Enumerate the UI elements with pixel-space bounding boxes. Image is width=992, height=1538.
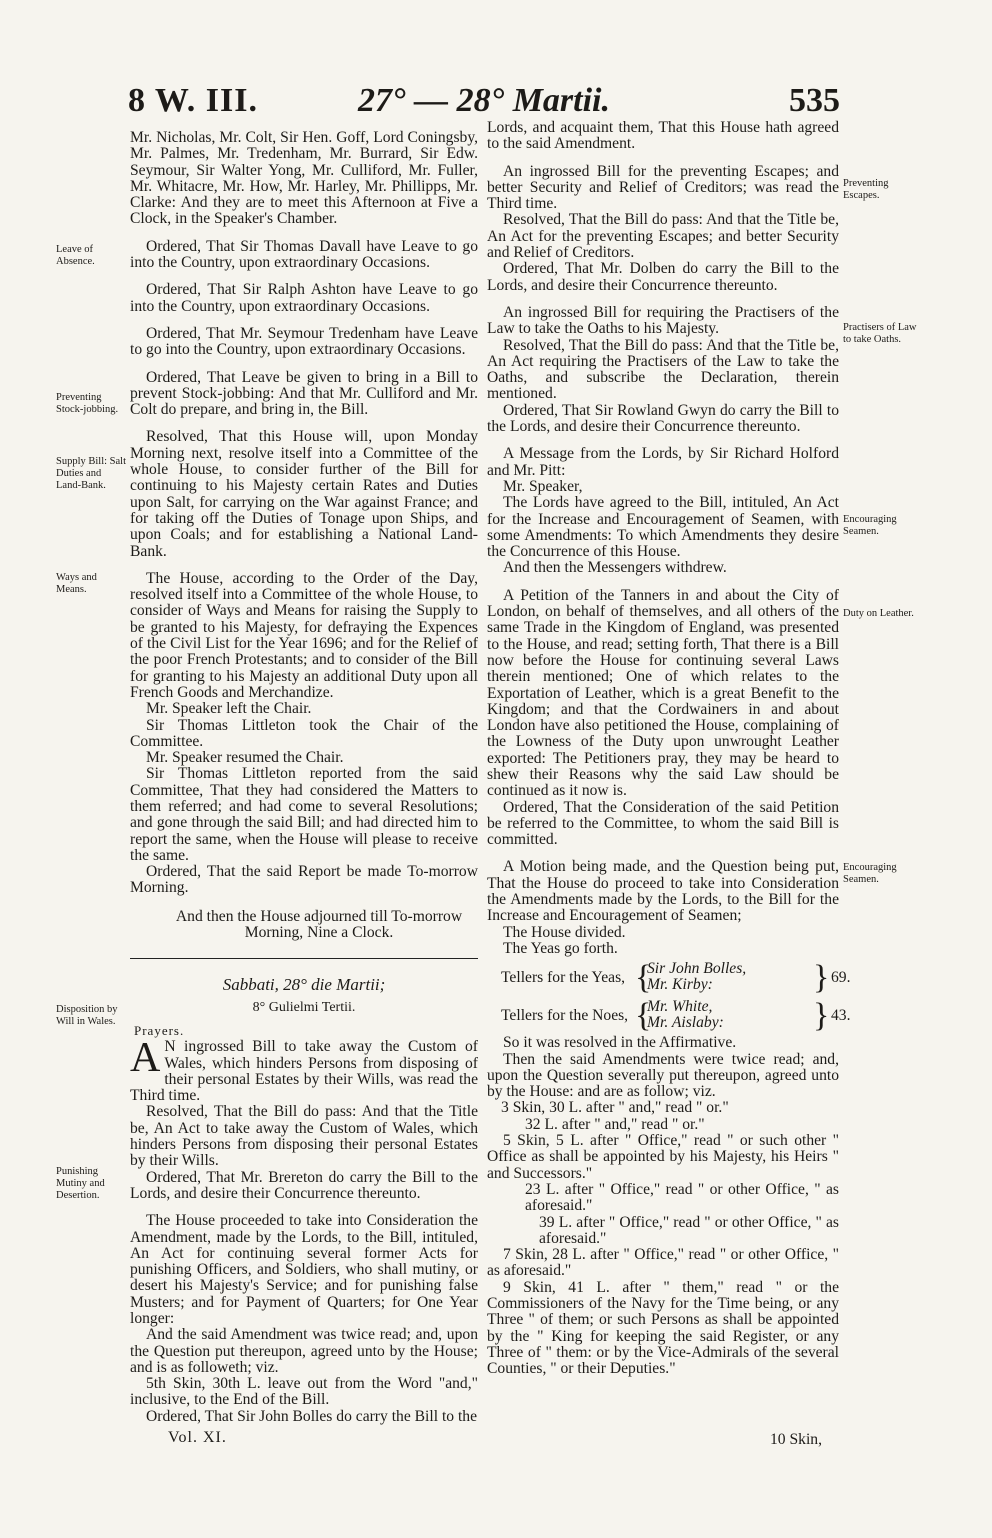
page-number: 535 — [789, 82, 840, 119]
vote-count: 43. — [831, 1007, 851, 1025]
paragraph: An ingrossed Bill for the preventing Escapes; and better Security and Relief of Creditors; was read the Third time. — [487, 162, 839, 213]
paragraph: Ordered, That Leave be given to bring in a Bill to prevent Stock-jobbing: And that Mr. Culliford and Mr. Colt do prepare, and bring in, the Bill. — [130, 368, 478, 419]
amendment: 32 L. after " and," read " or." — [525, 1115, 705, 1133]
committee-members: Mr. Nicholas, Mr. Colt, Sir Hen. Goff, Lord Coningsby, Mr. Palmes, Mr. Tredenham, Mr. Burrard, Sir Edw. Seymour, Sir Walter Yong, Mr. Culliford, Mr. Fuller, Mr. Whitacre, Mr. How, Mr. Harley, Mr. Phillipps, Mr. Clarke: And they are to meet this Afternoon at Five a Clock, in the Speaker's Chamber. — [130, 129, 478, 228]
paragraph: And the said Amendment was twice read; and, upon the Question put thereupon, agreed unto by the House; and is as followeth; viz. — [130, 1326, 478, 1376]
paragraph: The House proceeded to take into Consideration the Amendment, made by the Lords, to the Bill, intituled, An Act for continuing several former Acts for punishing Officers, and Soldiers, who shall mutiny, or desert his Majesty's Service; and for punishing false Musters; and for Payment of Quarters; for One Year longer: — [130, 1212, 478, 1327]
brace-close: } — [813, 959, 830, 997]
paragraph: Sir Thomas Littleton took the Chair of the Committee. — [130, 716, 478, 750]
catchword: 10 Skin, — [770, 1431, 822, 1448]
teller-name: Sir John Bolles, — [647, 960, 747, 978]
paragraph: A Motion being made, and the Question being put, That the House do proceed to take into Consideration the Amendments made by the Lords, to the Bill for the Increase and Encouragement of Seamen; — [487, 858, 839, 925]
vote-count: 69. — [831, 969, 851, 987]
paragraph: Mr. Speaker left the Chair. — [146, 700, 312, 718]
sitting-date: Sabbati, 28° die Martii; — [222, 975, 386, 995]
tellers-noes — [501, 997, 851, 1035]
paragraph: An ingrossed Bill for requiring the Practisers of the Law to take the Oaths to his Majesty. — [487, 303, 839, 338]
paragraph: Then the said Amendments were twice read; and, upon the Question severally put thereupon, agreed unto by the House: and are as follow; viz. — [487, 1050, 839, 1101]
amendment: 5 Skin, 5 L. after " Office," read " or such other " Office as shall be appointed by his Majesty, his Heirs " and Successors." — [487, 1132, 839, 1182]
paragraph: The Yeas go forth. — [503, 939, 618, 957]
paragraph: Sir Thomas Littleton reported from the said Committee, That they had considered the Matters to them referred; and had come to several Resolutions; and gone through the said Bill; and had directed him to report the same, when the House will please to receive the same. — [130, 765, 478, 864]
margin-note: Encouraging Seamen. — [843, 514, 897, 537]
paragraph: Mr. Speaker, — [503, 477, 583, 495]
header-regnal-year: 8 W. III. — [128, 82, 258, 119]
adjournment: And then the House adjourned till To-morrow Morning, Nine a Clock. — [175, 907, 463, 942]
margin-note: Punishing Mutiny and Desertion. — [56, 1166, 105, 1201]
brace-open: { — [635, 997, 652, 1035]
brace-close: } — [813, 997, 830, 1035]
teller-name: Mr. Aislaby: — [647, 1014, 724, 1032]
margin-note: Disposition by Will in Wales. — [56, 1004, 118, 1027]
amendment: 23 L. after " Office," read " or other Office, " as aforesaid." — [525, 1180, 839, 1215]
paragraph: The Lords have agreed to the Bill, intituled, An Act for the Increase and Encouragement of Seamen, with some Amendments: To which Amendments they desire the Concurrence of this House. — [487, 494, 839, 561]
paragraph: Resolved, That the Bill do pass: And that the Title be, An Act requiring the Practisers of the Law to take the Oaths, and subscribe the Declaration, therein mentioned. — [487, 336, 839, 403]
paragraph: And then the Messengers withdrew. — [503, 559, 727, 577]
paragraph: Ordered, That the Consideration of the said Petition be referred to the Committee, to whom the said Bill is committed. — [487, 798, 839, 849]
paragraph — [130, 1035, 478, 1105]
paragraph: Ordered, That Sir John Bolles do carry the Bill to the — [146, 1407, 478, 1425]
brace-open: { — [635, 959, 652, 997]
paragraph: Lords, and acquaint them, That this House hath agreed to the said Amendment. — [487, 119, 839, 153]
tellers-yeas — [501, 959, 851, 997]
right-column — [487, 119, 851, 1378]
tellers-label: Tellers for the Noes, — [501, 1007, 629, 1025]
paragraph: Resolved, That this House will, upon Monday Morning next, resolve itself into a Committee of the whole House, to consider further of the Bill for continuing to his Majesty certain Rates and Duties upon Salt, for carrying on the War against France; and for taking off the Duties of Tonage upon Ships, and upon Coals; and for establishing a National Land-Bank. — [130, 428, 478, 560]
left-column — [130, 130, 478, 1425]
header-dates: 27° — 28° Martii. — [358, 82, 610, 119]
margin-note: Supply Bill: Salt Duties and Land-Bank. — [56, 456, 127, 491]
amendment: 7 Skin, 28 L. after " Office," read " or other Office, " as aforesaid." — [487, 1246, 839, 1280]
paragraph: Ordered, That Sir Thomas Davall have Leave to go into the Country, upon extraordinary Occasions. — [130, 237, 478, 272]
paragraph: Resolved, That the Bill do pass: And that the Title be, An Act for the preventing Escapes; and better Security and Relief of Creditors. — [487, 211, 839, 262]
paragraph: The House, according to the Order of the Day, resolved itself into a Committee of the whole House, to consider of Ways and Means for raising the Supply to be granted to his Majesty, for defraying the Expences of the Civil List for the Year 1696; and for the Relief of the poor French Protestants; and to consider of the Bill for granting to his Majesty an additional Duty upon all French Goods and Merchandize. — [130, 569, 478, 701]
paragraph-text: N ingrossed Bill to take away the Custom of Wales, which hinders Persons from disposing of their personal Estates by their Wills, was read the Third time. — [130, 1038, 478, 1105]
drop-cap: A — [130, 1035, 161, 1082]
paragraph: A Petition of the Tanners in and about the City of London, on behalf of themselves, and all others of the same Trade in the Kingdom of England, was presented to the House, and read; setting forth, That there is a Bill now before the House for continuing several Laws therein mentioned; One of which relates to the Exportation of Leather, which is a great Benefit to the Kingdom; and that the Cordwainers in and about London have also petitioned the House, complaining of the Lowness of the Duty upon unwrought Leather exported: The Petitioners pray, they may be heard to shew their Reasons why the said Law should be continued as it now is. — [487, 586, 839, 800]
amendment: 39 L. after " Office," read " or other Office, " as aforesaid." — [539, 1213, 839, 1247]
page-header — [128, 82, 840, 122]
paragraph: Ordered, That Mr. Dolben do carry the Bill to the Lords, and desire their Concurrence thereunto. — [487, 260, 839, 294]
paragraph: Mr. Speaker resumed the Chair. — [146, 749, 344, 767]
paragraph: Ordered, That Mr. Seymour Tredenham have Leave to go into the Country, upon extraordinary Occasions. — [130, 324, 478, 359]
paragraph: So it was resolved in the Affirmative. — [503, 1034, 737, 1052]
margin-note: Preventing Escapes. — [843, 178, 889, 201]
margin-note: Preventing Stock-jobbing. — [56, 392, 119, 415]
margin-note: Leave of Absence. — [56, 244, 95, 267]
teller-names — [647, 961, 746, 993]
amendment: 9 Skin, 41 L. after " them," read " or the Commissioners of the Navy for the Time being, or any Three " of them; or such Persons as shall be appointed by the " King for keeping the said Register, or any Three of " them: or by the Vice-Admirals of the several Counties, " or their Deputies." — [487, 1278, 839, 1378]
paragraph: 5th Skin, 30th L. leave out from the Word "and," inclusive, to the End of the Bill. — [130, 1375, 478, 1409]
paragraph: Ordered, That Mr. Brereton do carry the Bill to the Lords, and desire their Concurrence thereunto. — [130, 1168, 478, 1202]
regnal-year-line: 8° Gulielmi Tertii. — [252, 999, 356, 1015]
volume-number: Vol. XI. — [168, 1429, 227, 1446]
teller-name: Mr. Kirby: — [647, 976, 713, 994]
margin-note: Practisers of Law to take Oaths. — [843, 322, 917, 345]
teller-name: Mr. White, — [647, 998, 713, 1016]
paragraph: Resolved, That the Bill do pass: And that the Title be, An Act to take away the Custom of Wales, which hinders Persons from disposing their personal Estates by their Wills. — [130, 1103, 478, 1170]
teller-names — [647, 999, 724, 1031]
paragraph: The House divided. — [503, 923, 626, 941]
margin-note: Ways and Means. — [56, 572, 97, 595]
prayers-heading: Prayers. — [134, 1022, 185, 1038]
amendment: 3 Skin, 30 L. after " and," read " or." — [501, 1099, 729, 1117]
margin-note: Encouraging Seamen. — [843, 862, 897, 885]
paragraph: A Message from the Lords, by Sir Richard Holford and Mr. Pitt: — [487, 445, 839, 479]
section-divider — [130, 958, 478, 959]
paragraph: Ordered, That Sir Rowland Gwyn do carry the Bill to the Lords, and desire their Concurrence thereunto. — [487, 401, 839, 436]
paragraph: Ordered, That Sir Ralph Ashton have Leave to go into the Country, upon extraordinary Occasions. — [130, 281, 478, 315]
paragraph: Ordered, That the said Report be made To-morrow Morning. — [130, 863, 478, 897]
tellers-label: Tellers for the Yeas, — [501, 969, 626, 987]
margin-note: Duty on Leather. — [843, 608, 914, 619]
